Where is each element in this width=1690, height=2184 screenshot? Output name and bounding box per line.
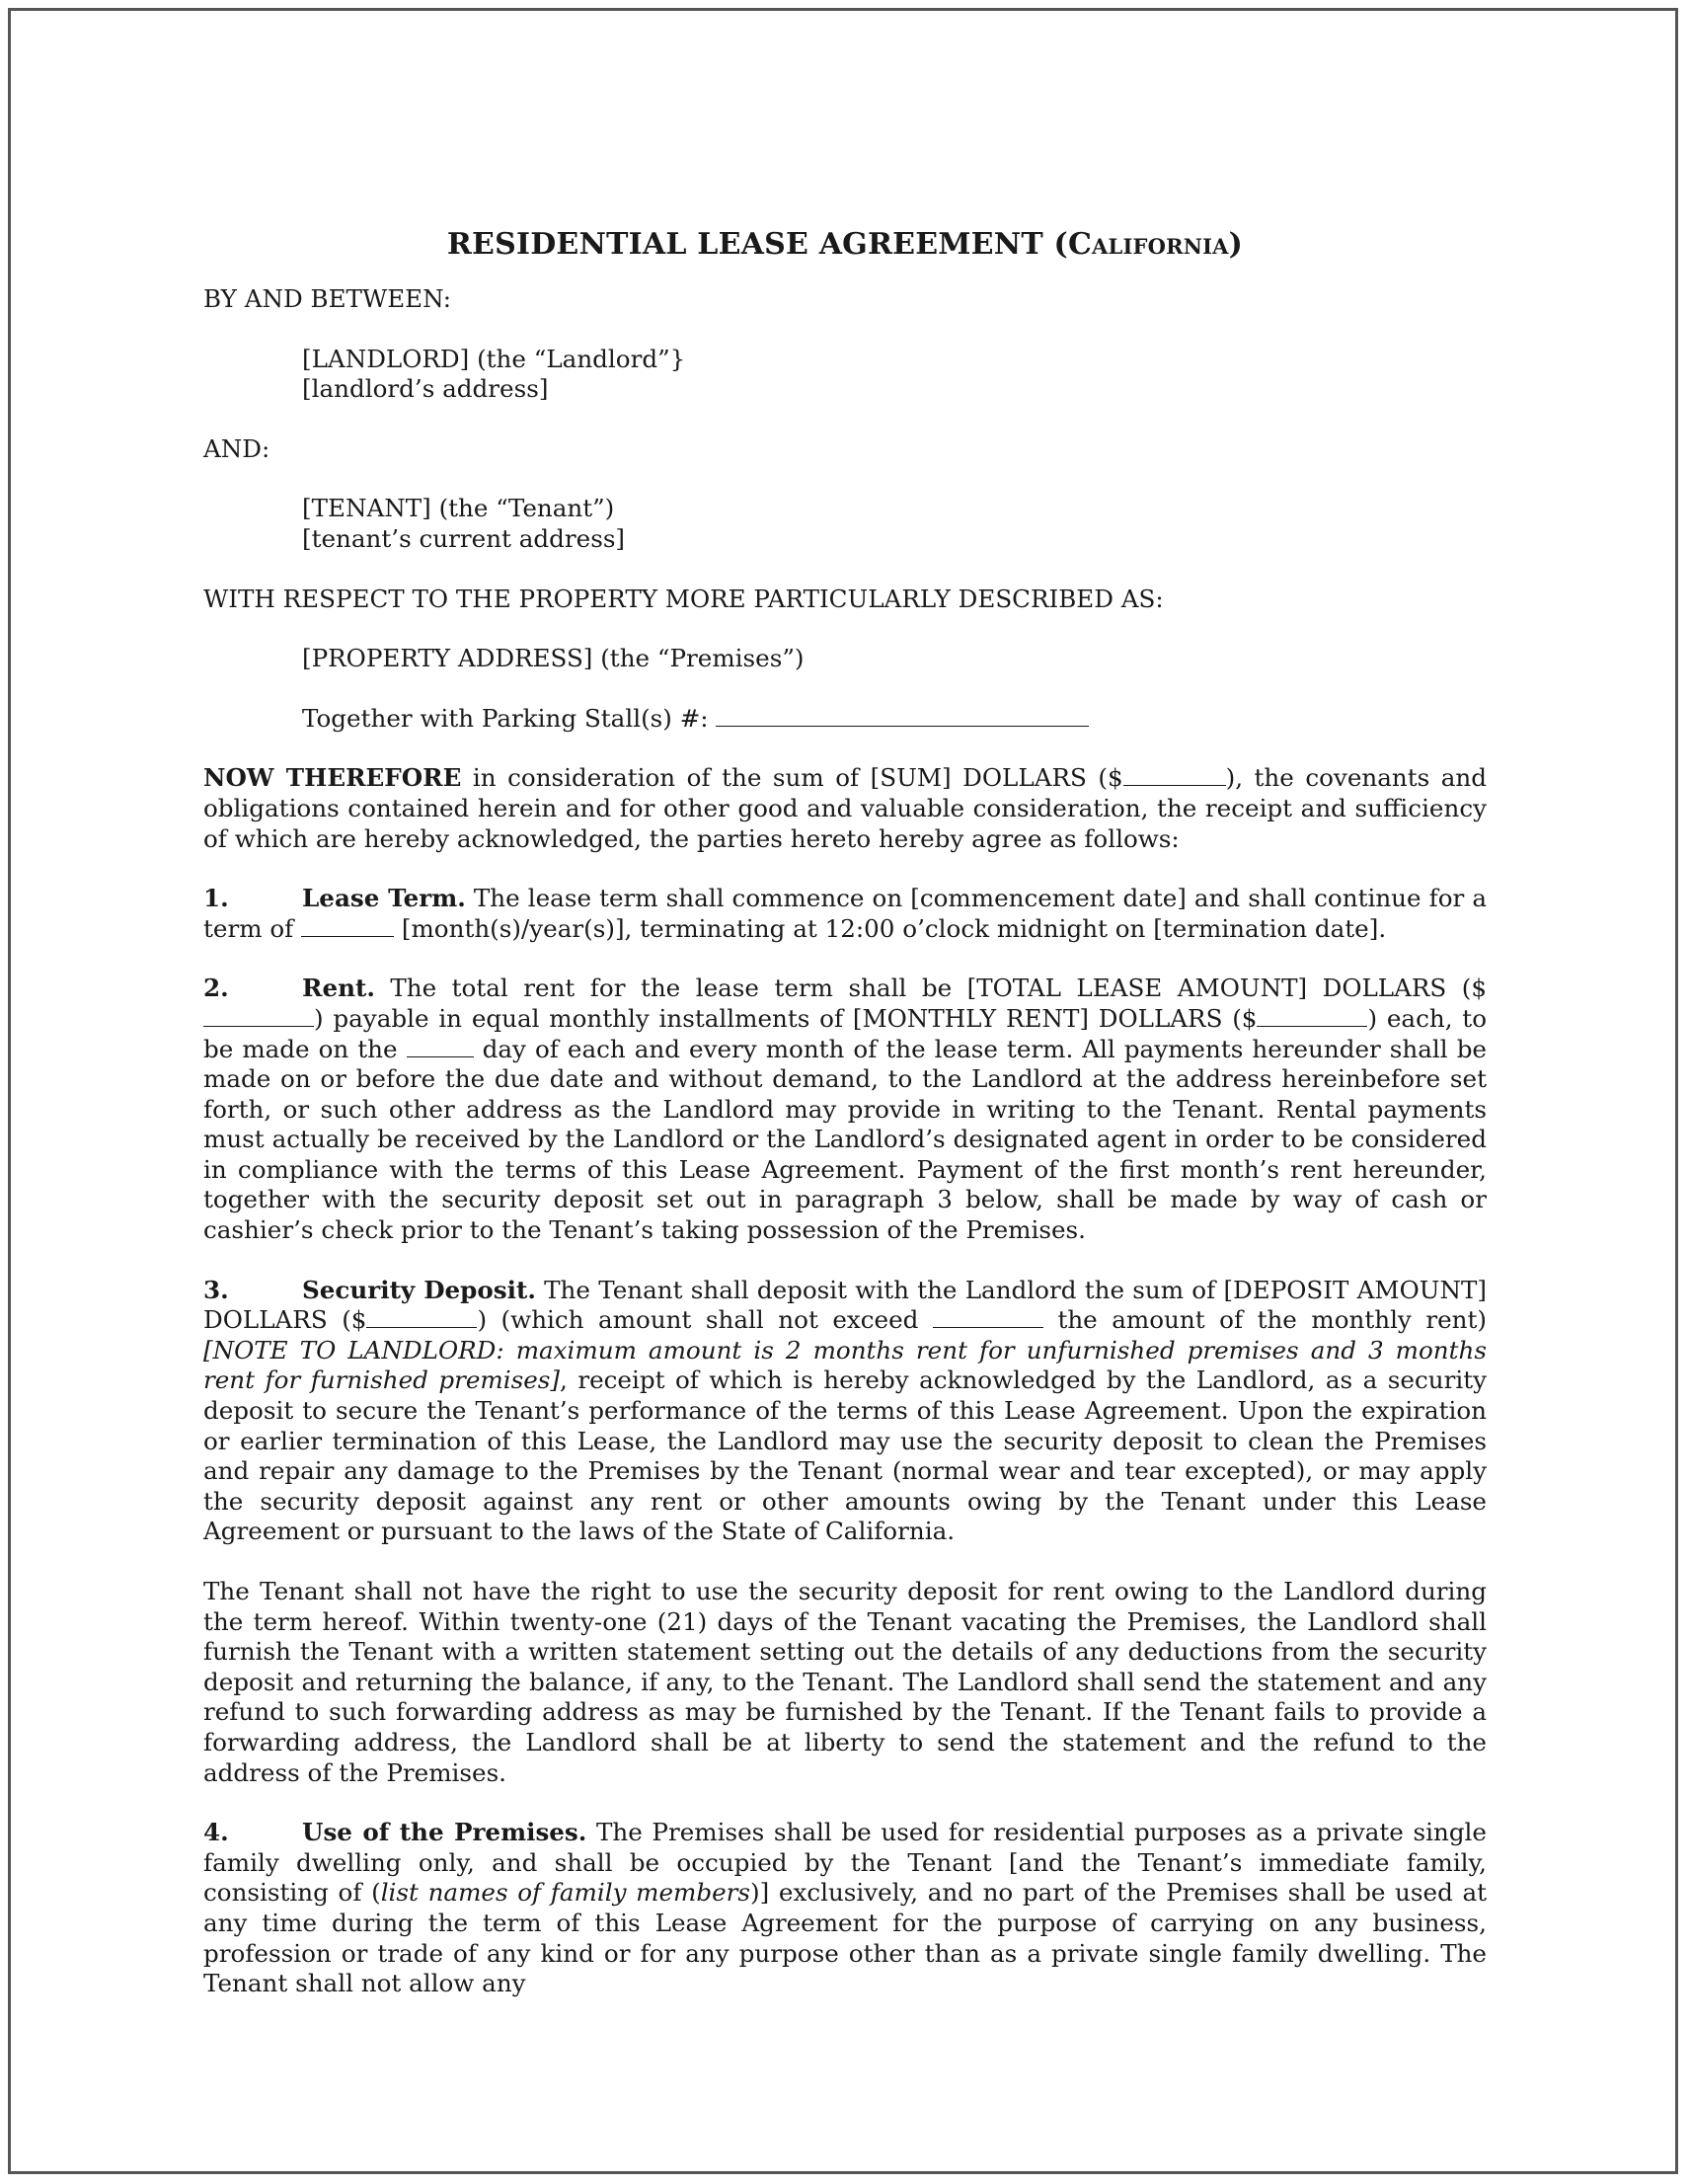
title-close: ) [1228, 227, 1244, 262]
section-2 [203, 974, 1487, 1245]
due-day-blank[interactable] [407, 1035, 474, 1057]
property-heading: WITH RESPECT TO THE PROPERTY MORE PARTICULARLY DESCRIBED AS: [203, 584, 1164, 613]
section-3-paragraph-2: The Tenant shall not have the right to use the security deposit for rent owing to the Landlord during the term hereof. Within twenty-one (21) days of the Tenant vacating the Premises, the Landlord shall furnish the Tenant with a written statement setting out the details of any deductions from the security deposit and returning the balance, if any, to the Tenant. The Landlord shall send the statement and any refund to such forwarding address as may be furnished by the Tenant. If the Tenant fails to provide a forwarding address, the Landlord shall be at liberty to send the statement and the refund to the address of the Premises. [203, 1577, 1487, 1787]
by-and-between-label: BY AND BETWEEN: [203, 284, 452, 313]
document-body [203, 227, 1487, 1999]
section-2-number: 2. [203, 974, 229, 1003]
document-title [203, 227, 1487, 263]
tenant-block [203, 494, 1487, 554]
section-1-heading: Lease Term. [302, 884, 466, 913]
section-4-number: 4. [203, 1818, 229, 1847]
section-2-heading: Rent. [302, 974, 375, 1003]
parking-stall-blank[interactable] [716, 704, 1089, 727]
landlord-block [203, 345, 1487, 405]
section-4-heading: Use of the Premises. [302, 1818, 587, 1847]
and-label: AND: [203, 433, 270, 463]
tenant-address: [tenant’s current address] [302, 523, 626, 553]
deposit-max-blank[interactable] [933, 1305, 1043, 1328]
property-address: [PROPERTY ADDRESS] (the “Premises”) [302, 644, 805, 673]
section-3-text-d: , receipt of which is hereby acknowledged by the Landlord, as a security deposit to secure the Tenant’s performance of the terms of this Lease Agreement. Upon the expiration or earlier termination of this Lease, the Landlord may use the security deposit to clean the Premises and repair any damage to the Premises by the Tenant (normal wear and tear excepted), or may apply the security deposit against any rent or other amounts owing by the Tenant under this Lease Agreement or pursuant to the laws of the State of California. [203, 1365, 1487, 1546]
landlord-address: [landlord’s address] [302, 374, 549, 404]
section-2-text-d: day of each and every month of the lease term. All payments hereunder shall be made on or before the due date and without demand, to the Landlord at the address hereinbefore set forth, or such other address as the Landlord may provide in writing to the Tenant. Rental payments must actually be received by the Landlord or the Landlord’s designated agent in order to be considered in compliance with the terms of this Lease Agreement. Payment of the first month’s rent hereunder, together with the security deposit set out in paragraph 3 below, shall be made by way of cash or cashier’s check prior to the Tenant’s taking possession of the Premises. [203, 1034, 1487, 1245]
section-3 [203, 1276, 1487, 1547]
section-1-text-b: [month(s)/year(s)], terminating at 12:00 o’clock midnight on [termination date]. [394, 913, 1387, 943]
consideration-paragraph [203, 763, 1487, 854]
consideration-text-b: ), the covenants and obligations contained herein and for other good and valuable consideration, the receipt and sufficiency of which are hereby acknowledged, the parties hereto hereby agree as follows: [203, 763, 1487, 853]
section-2-text-c: ) each, to be made on the [203, 1003, 1487, 1063]
section-4-text-a: The Premises shall be used for residential purposes as a private single family dwelling only, and shall be occupied by the Tenant [and the Tenant’s immediate family, consisting of ( [203, 1818, 1487, 1908]
section-3-text-b: ) (which amount shall not exceed [477, 1305, 933, 1335]
section-1 [203, 884, 1487, 944]
deposit-blank[interactable] [366, 1305, 477, 1328]
section-1-number: 1. [203, 884, 229, 913]
sum-blank[interactable] [1123, 763, 1226, 786]
section-4 [203, 1818, 1487, 1999]
note-to-landlord: [NOTE TO LANDLORD: maximum amount is 2 months rent for unfurnished premises and 3 months rent for furnished premises] [203, 1335, 1487, 1395]
section-4-text-b: )] exclusively, and no part of the Premises shall be used at any time during the term of this Lease Agreement for the purpose of carrying on any business, profession or trade of any kind or for any purpose other than as a private single family dwelling. The Tenant shall not allow any [203, 1878, 1488, 1998]
section-3-text-c: the amount of the monthly rent) [1042, 1305, 1487, 1335]
landlord-name: [LANDLORD] (the “Landlord”} [302, 344, 686, 373]
section-3-number: 3. [203, 1275, 229, 1304]
section-2-text-a: The total rent for the lease term shall be [TOTAL LEASE AMOUNT] DOLLARS ($ [374, 974, 1487, 1003]
tenant-name: [TENANT] (the “Tenant”) [302, 494, 615, 523]
section-2-text-b: ) payable in equal monthly installments of [MONTHLY RENT] DOLLARS ($ [314, 1003, 1258, 1033]
parking-label: Together with Parking Stall(s) #: [302, 703, 709, 733]
title-state: California [1067, 227, 1229, 262]
section-4-italic: list names of family members [380, 1878, 751, 1908]
parking-line [203, 704, 1487, 735]
consideration-lead: NOW THEREFORE [203, 763, 462, 793]
consideration-text-a: in consideration of the sum of [SUM] DOLLARS ($ [461, 763, 1123, 793]
section-3-heading: Security Deposit. [302, 1275, 536, 1304]
section-3-text-a: The Tenant shall deposit with the Landlord the sum of [DEPOSIT AMOUNT] DOLLARS ($ [203, 1275, 1487, 1335]
title-main: RESIDENTIAL LEASE AGREEMENT ( [446, 227, 1068, 262]
section-1-text-a: The lease term shall commence on [commencement date] and shall continue for a term of [203, 884, 1487, 943]
monthly-rent-blank[interactable] [1257, 1004, 1367, 1027]
total-rent-blank[interactable] [203, 1004, 314, 1027]
term-blank[interactable] [301, 914, 394, 937]
